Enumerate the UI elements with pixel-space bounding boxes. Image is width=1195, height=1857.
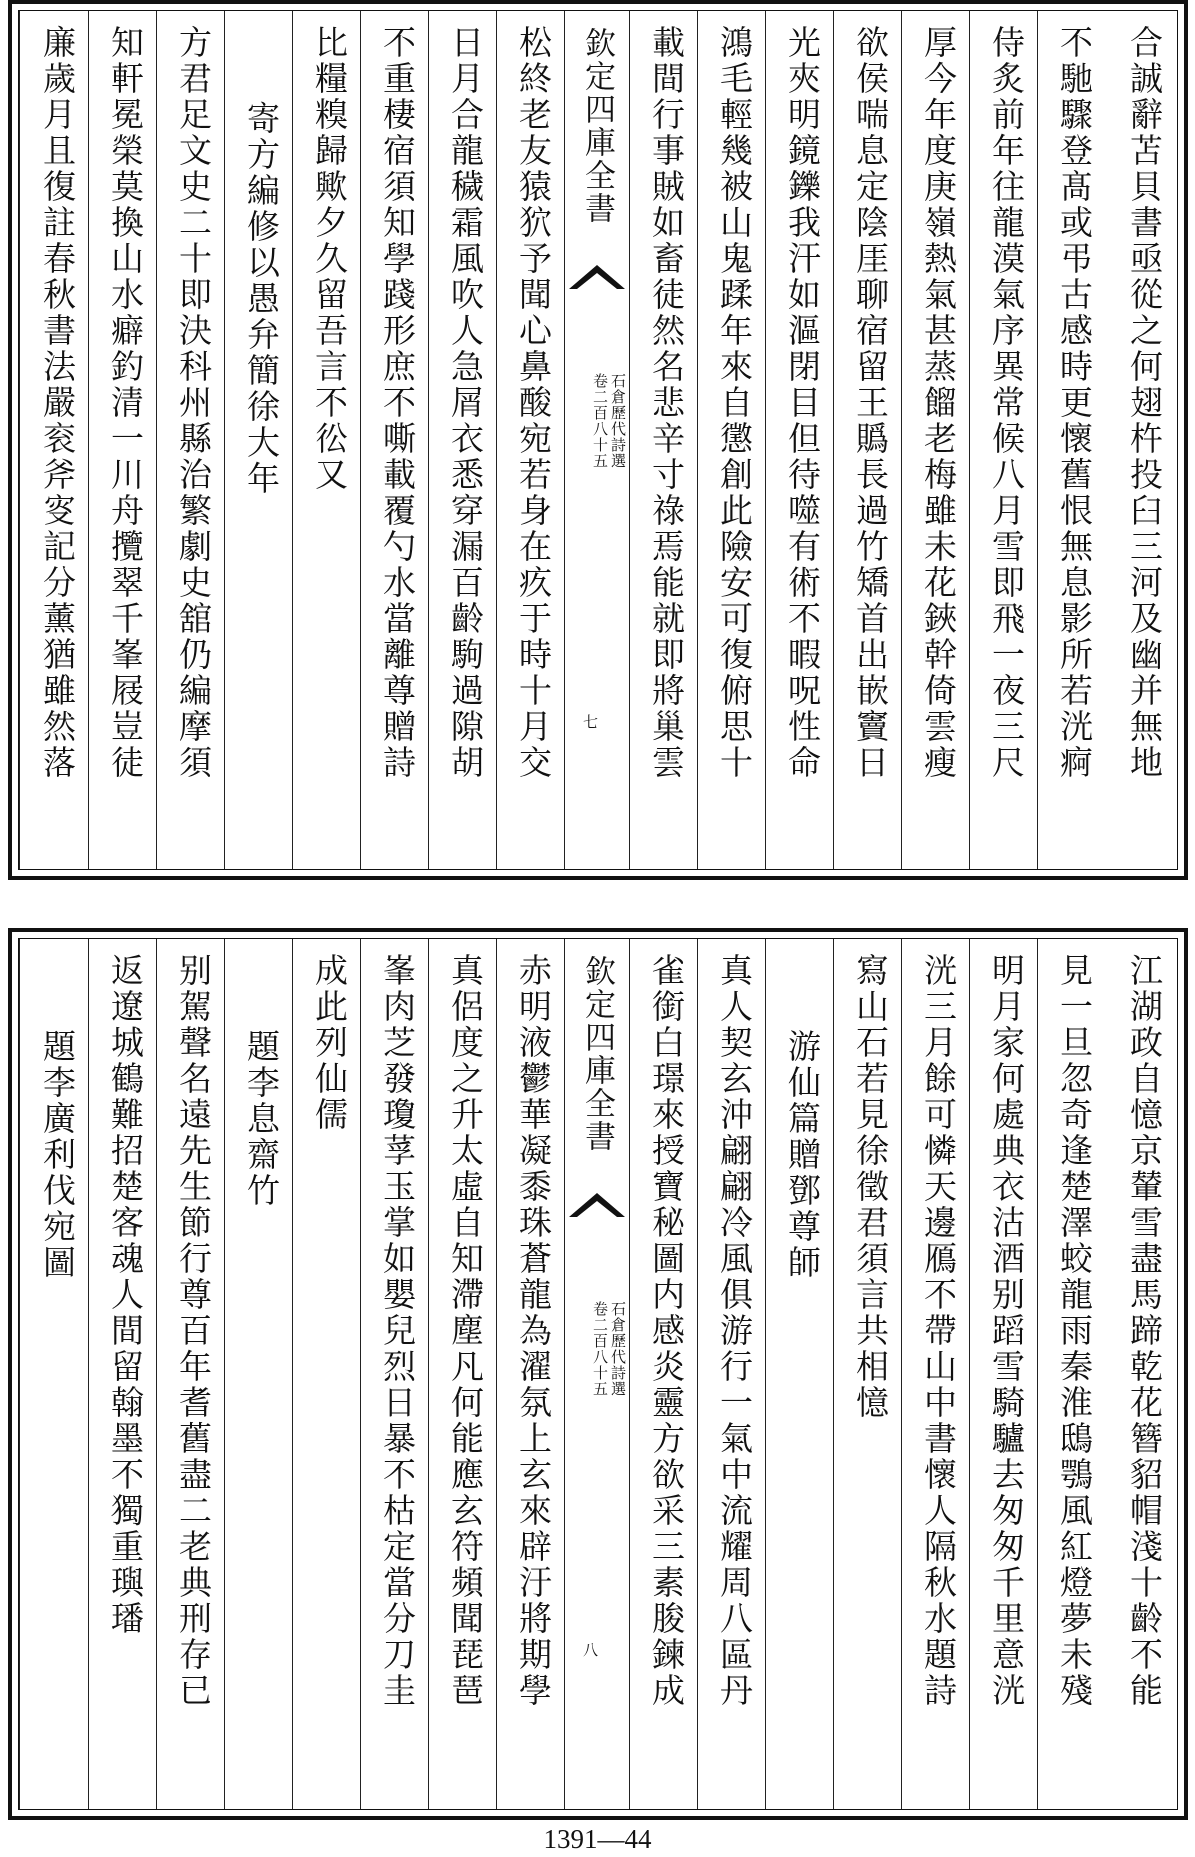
- text-column: 真人契玄沖翩翩冷風俱游行一氣中流耀周八區丹: [697, 939, 765, 1809]
- bottom-page-frame: [18, 938, 1178, 1810]
- top-page: [8, 0, 1188, 880]
- text-column: 知軒冕榮莫換山水癖釣清一川舟攬翠千峯屐豈徒: [88, 11, 156, 869]
- fishtail-mark-icon: [569, 261, 625, 291]
- center-strip: [564, 939, 630, 1809]
- text-column: 明月家何處典衣沽酒别蹈雪騎驢去匆匆千里意洸: [969, 939, 1037, 1809]
- top-page-frame: [18, 10, 1178, 870]
- leaf-number: 八: [583, 1641, 599, 1659]
- text-column: 寫山石若見徐徵君須言共相憶: [833, 939, 901, 1809]
- poem-title: 題李廣利伐宛圖: [19, 939, 88, 1809]
- text-column: 光夾明鏡鑠我汗如漚閉目但待噬有術不暇呪性命: [765, 11, 833, 869]
- text-column: 廉歲月且復註春秋書法嚴衮斧叜記分薰猶雖然落: [19, 11, 88, 869]
- collection-title: 石倉歷代詩選: [609, 1301, 627, 1397]
- text-column: 日月合龍穢霜風吹人急屑衣悉穿漏百齡駒過隙胡: [428, 11, 496, 869]
- text-column: 雀銜白璟來授寶秘圖内感炎靈方欲采三素朘鍊成: [629, 939, 697, 1809]
- poem-title: 題李息齋竹: [224, 939, 292, 1809]
- text-column: 比糧糗歸歟夕久留吾言不彸又: [292, 11, 360, 869]
- center-strip: [564, 11, 630, 869]
- text-column: 洸三月餘可憐天邊鴈不帶山中書懷人隔秋水題詩: [901, 939, 969, 1809]
- bottom-page: [8, 928, 1188, 1820]
- poem-title: 寄方編修以愚弁簡徐大年: [224, 11, 292, 869]
- text-column: 峯肉芝發瓊莩玉掌如嬰兒烈日暴不枯定當分刀圭: [360, 939, 428, 1809]
- text-column: 見一旦忽奇逢楚澤蛟龍雨秦淮鴟鶚風紅燈夢未殘: [1037, 939, 1105, 1809]
- fishtail-mark-icon: [569, 1189, 625, 1219]
- text-column: 不重棲宿須知學踐形庶不嘶載覆勺水當離尊贈詩: [360, 11, 428, 869]
- text-column: 松終老友猿狖予聞心鼻酸宛若身在疚于時十月交: [496, 11, 564, 869]
- text-column: 赤明液鬱華凝黍珠蒼龍為濯氛上玄來辟汙將期學: [496, 939, 564, 1809]
- volume-number: 卷二百八十五: [591, 373, 609, 469]
- text-column: 真侶度之升太虛自知滯塵凡何能應玄符頻聞琵琶: [428, 939, 496, 1809]
- collection-title: 石倉歷代詩選: [609, 373, 627, 469]
- text-column: 别駕聲名遠先生節行尊百年耆舊盡二老典刑存已: [156, 939, 224, 1809]
- volume-label: [591, 1301, 627, 1397]
- volume-label: [591, 373, 627, 469]
- book-title: 欽定四庫全書: [579, 27, 615, 225]
- text-column: 江湖政自憶京輦雪盡馬蹄乾花簪貂帽淺十齡不能: [1125, 953, 1164, 1709]
- text-column: 成此列仙儒: [292, 939, 360, 1809]
- text-column: 厚今年度庚嶺熱氣甚蒸餾老梅雖未花鋏幹倚雲瘦: [901, 11, 969, 869]
- text-column: 方君足文史二十即決科州縣治繁劇史舘仍編摩須: [156, 11, 224, 869]
- leaf-number: 七: [583, 713, 599, 731]
- text-column: 欲侯喘息定陰厓聊宿留王䞈長過竹矯首出嵌竇日: [833, 11, 901, 869]
- book-title: 欽定四庫全書: [579, 955, 615, 1153]
- text-column: 鴻毛輕幾被山鬼蹂年來自懲創此險安可復俯思十: [697, 11, 765, 869]
- poem-title: 游仙篇贈鄧尊師: [765, 939, 833, 1809]
- text-column: 侍炙前年往龍漠氣序異常候八月雪即飛一夜三尺: [969, 11, 1037, 869]
- text-column: 不馳驟登髙或弔古感時更懷舊恨無息影所若洸痾: [1037, 11, 1105, 869]
- text-column: 合誠辭苫貝書亟從之何翅杵投臼三河及幽并無地: [1125, 25, 1164, 781]
- page-caption: 1391—44: [543, 1824, 652, 1854]
- volume-number: 卷二百八十五: [591, 1301, 609, 1397]
- text-column: 返遼城鶴難招楚客魂人間留翰墨不獨重璵璠: [88, 939, 156, 1809]
- text-column: 載間行事賊如畜徒然名悲辛寸祿焉能就即將巢雲: [629, 11, 697, 869]
